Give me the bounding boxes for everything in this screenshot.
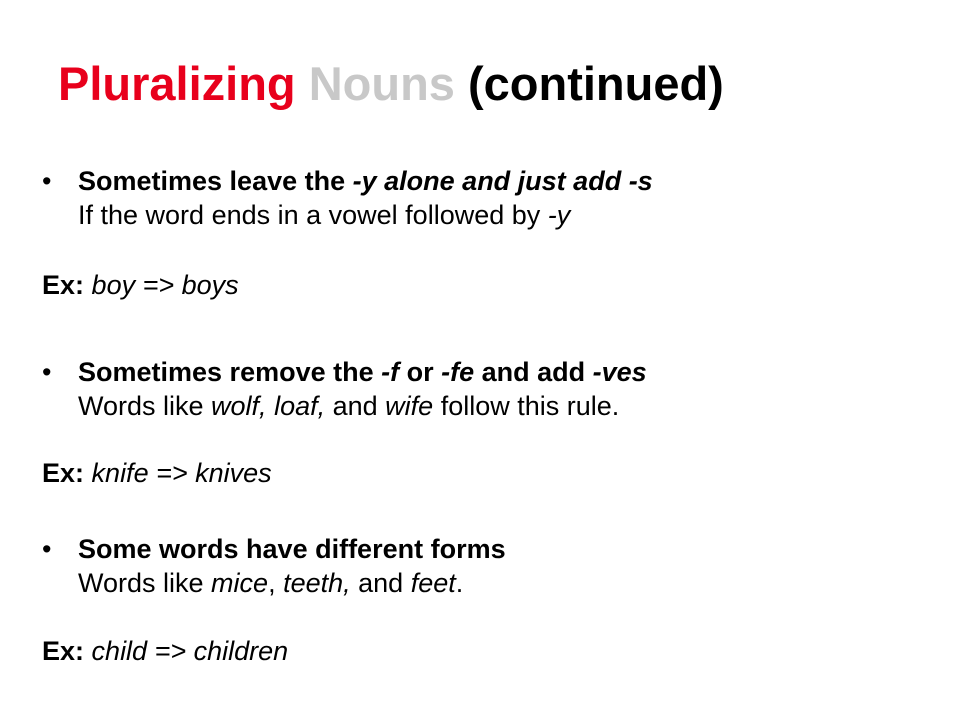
rule-heading-emphasis: -ves [592, 357, 647, 387]
slide-title [58, 57, 724, 110]
rule-heading-emphasis: -fe [441, 357, 475, 387]
rule-detail-text: If the word ends in a vowel followed by [78, 200, 548, 230]
rule-detail-emphasis: -y [547, 200, 571, 230]
rule-bullet-1 [42, 164, 942, 232]
rule-detail [78, 198, 942, 232]
rule-detail-emphasis: teeth, [283, 568, 351, 598]
rule-detail-emphasis: feet [410, 568, 456, 598]
example-text: child => children [91, 636, 289, 666]
bullet-dot: • [42, 534, 52, 564]
bullet-dot: • [42, 357, 52, 387]
rule-detail-text: , [268, 568, 284, 598]
rule-example-2 [42, 456, 272, 490]
rule-detail-text: and [325, 391, 386, 421]
rule-heading-text: Some words have different forms [78, 534, 506, 564]
rule-heading-emphasis: -f [381, 357, 400, 387]
rule-heading-text: Sometimes leave the [78, 166, 353, 196]
bullet-dot: • [42, 166, 52, 196]
rule-detail [78, 566, 942, 600]
rule-detail-text: Words like [78, 568, 212, 598]
rule-heading-text: Sometimes remove the [78, 357, 382, 387]
rule-detail-text: and [350, 568, 411, 598]
rule-bullet-2 [42, 355, 942, 423]
rule-heading-text: and add [474, 357, 593, 387]
rule-heading-emphasis: -y alone [352, 166, 455, 196]
rule-heading [78, 164, 942, 198]
rule-detail-text: . [455, 568, 464, 598]
rule-example-1 [42, 268, 239, 302]
rule-heading [78, 355, 942, 389]
title-word-pluralizing: Pluralizing [58, 57, 296, 110]
rule-detail-emphasis: wife [385, 391, 434, 421]
rule-detail-emphasis: mice [211, 568, 269, 598]
example-text: boy => boys [91, 270, 239, 300]
title-word-nouns: Nouns [308, 57, 455, 110]
rule-example-3 [42, 634, 288, 668]
example-label: Ex: [42, 270, 85, 300]
rule-heading-emphasis: -s [628, 166, 653, 196]
rule-heading-text: or [399, 357, 442, 387]
example-label: Ex: [42, 636, 85, 666]
rule-detail-text: follow this rule. [433, 391, 620, 421]
rule-detail-text: Words like [78, 391, 212, 421]
example-label: Ex: [42, 458, 85, 488]
rule-bullet-3 [42, 532, 942, 600]
rule-heading-text: and just add [454, 166, 629, 196]
rule-detail [78, 389, 942, 423]
example-text: knife => knives [91, 458, 272, 488]
rule-heading [78, 532, 942, 566]
title-word-continued: (continued) [467, 57, 724, 110]
rule-detail-emphasis: wolf, loaf, [211, 391, 326, 421]
